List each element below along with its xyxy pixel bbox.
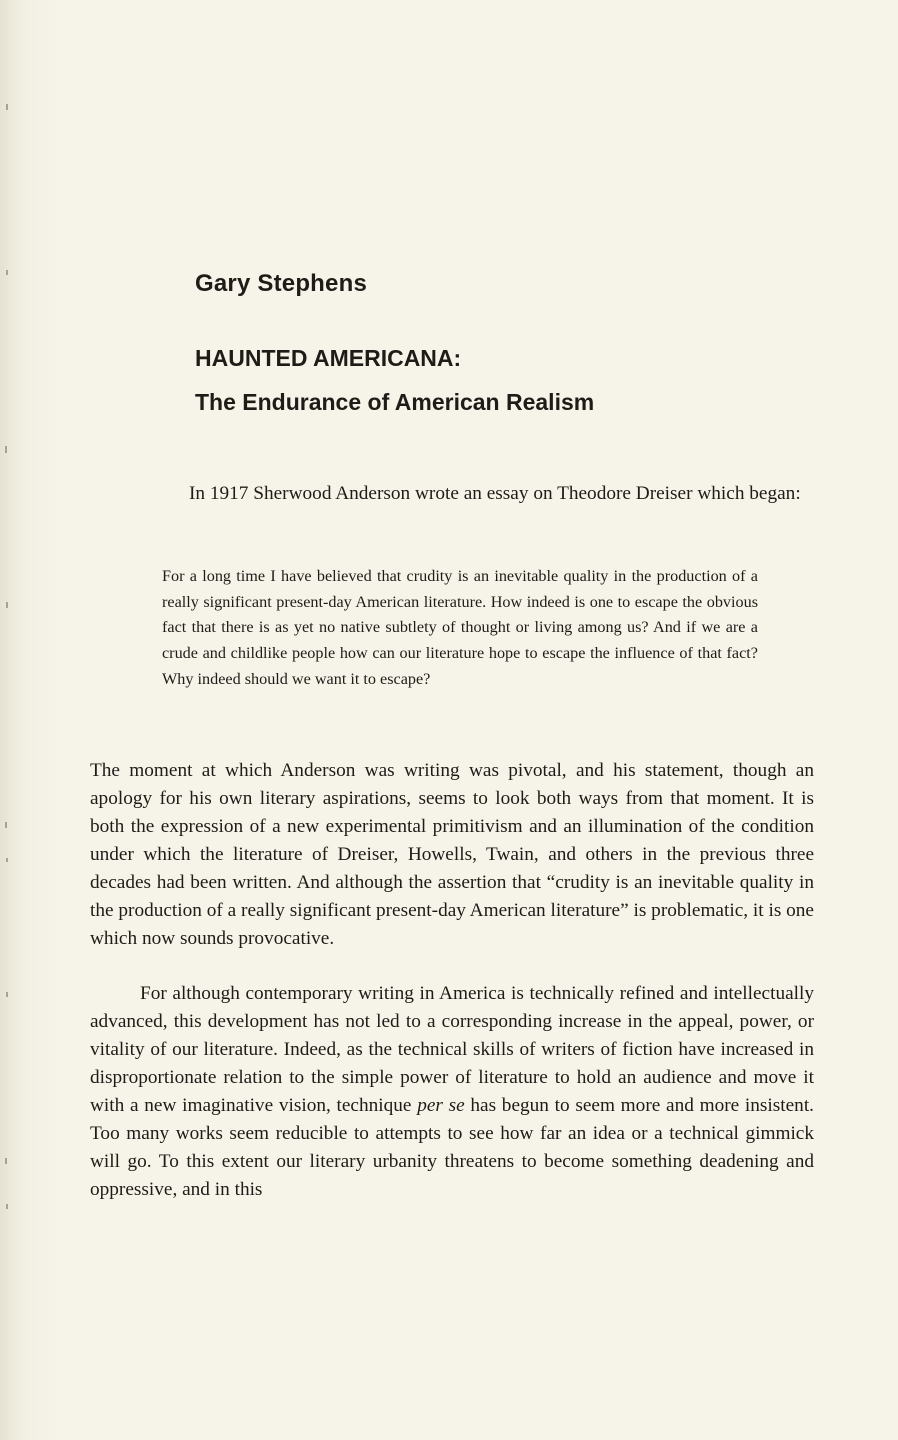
- body-paragraph-2-text: For although contemporary writing in America is technically refined and intellectually advanced, this development has not led to a corresponding increase in the appeal, power, or vitality of our literature. Indeed, as the technical skills of writers of fiction have increased in disproportionate relation to the simple power of literature to hold an audience and move it with a new imaginative vision, technique: [90, 983, 814, 1116]
- essay-title: HAUNTED AMERICANA:: [195, 345, 462, 371]
- margin-mark: [6, 1204, 8, 1209]
- margin-mark: [5, 1158, 7, 1164]
- margin-mark: [6, 602, 8, 608]
- author-name: Gary Stephens: [195, 270, 367, 297]
- margin-mark: [6, 270, 8, 275]
- margin-mark: [5, 446, 7, 453]
- margin-mark: [5, 822, 7, 828]
- body-paragraph-1: The moment at which Anderson was writing was pivotal, and his statement, though an apology for his own literary aspirations, seems to look both ways from that moment. It is both the expression of a new experimental primitivism and an illumination of the condition under which the literature of Dreiser, Howells, Twain, and others in the previous three decades had been written. And although the assertion that “crudity is an inevitable quality in the production of a really significant present-day American literature” is problematic, it is one which now sounds provocative.: [90, 760, 814, 949]
- italic-phrase: per se: [417, 1095, 465, 1116]
- body-paragraph-2-text-cont: has begun to seem more and more insistent. Too many works seem reducible to attempts to see how far an idea or a technical gimmick will go. To this extent our literary urbanity threatens to become something deadening and oppressive, and in this: [90, 1095, 814, 1200]
- margin-mark: [6, 104, 8, 110]
- block-quote: For a long time I have believed that crudity is an inevitable quality in the production of a really significant present-day American literature. How indeed is one to escape the obvious fact that there is as yet no native subtlety of thought or living among us? And if we are a crude and childlike people how can our literature hope to escape the influence of that fact? Why indeed should we want it to escape?: [162, 567, 758, 688]
- margin-mark: [6, 858, 8, 862]
- intro-paragraph: In 1917 Sherwood Anderson wrote an essay on Theodore Dreiser which began:: [189, 483, 801, 504]
- essay-subtitle: The Endurance of American Realism: [195, 389, 595, 415]
- margin-mark: [6, 992, 8, 997]
- body-paragraph-2: [90, 980, 814, 1204]
